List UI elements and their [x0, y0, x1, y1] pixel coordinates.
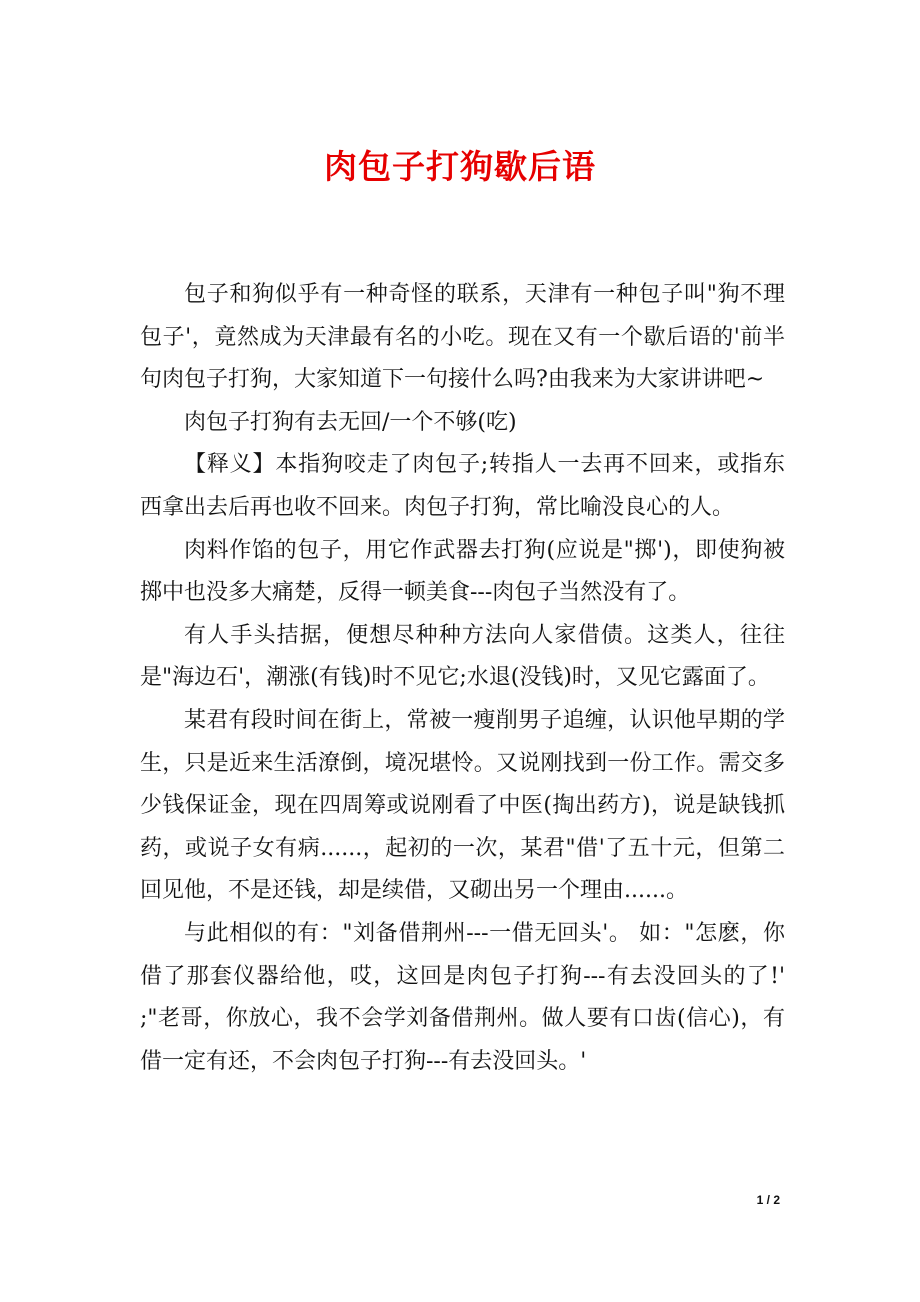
document-body	[140, 274, 785, 1083]
document-title: 肉包子打狗歇后语	[324, 147, 596, 186]
paragraph-borrowing: 有人手头拮据，便想尽种种方法向人家借债。这类人，往往是"海边石'，潮涨(有钱)时不见它;水退(没钱)时，又见它露面了。	[140, 622, 785, 691]
paragraph-story: 某君有段时间在街上，常被一瘦削男子追缠，认识他早期的学生，只是近来生活潦倒，境况堪怜。又说刚找到一份工作。需交多少钱保证金，现在四周筹或说刚看了中医(掏出药方)，说是缺钱抓药，或说子女有病......，起初的一次，某君"借'了五十元，但第二回见他，不是还钱，却是续借，又砌出另一个理由......。	[140, 707, 785, 904]
paragraph-definition: 【释义】本指狗咬走了肉包子;转指人一去再不回来，或指东西拿出去后再也收不回来。肉包子打狗，常比喻没良心的人。	[140, 452, 785, 520]
paragraph-explanation: 肉料作馅的包子，用它作武器去打狗(应说是"掷')，即使狗被掷中也没多大痛楚，反得一顿美食---肉包子当然没有了。	[140, 537, 785, 606]
paragraph-similar: 与此相似的有："刘备借荆州---一借无回头'。 如："怎麽，你借了那套仪器给他，哎，这回是肉包子打狗---有去没回头的了!' ;"老哥，你放心，我不会学刘备借荆州。做人要有口齿(信心)，有借一定有还，不会肉包子打狗---有去没回头。'	[140, 920, 785, 1074]
paragraph-intro: 包子和狗似乎有一种奇怪的联系，天津有一种包子叫"狗不理包子'，竟然成为天津最有名的小吃。现在又有一个歇后语的'前半句肉包子打狗，大家知道下一句接什么吗?由我来为大家讲讲吧~	[140, 282, 785, 393]
page-number: 1 / 2	[756, 1193, 780, 1207]
paragraph-saying: 肉包子打狗有去无回/一个不够(吃)	[184, 409, 517, 435]
